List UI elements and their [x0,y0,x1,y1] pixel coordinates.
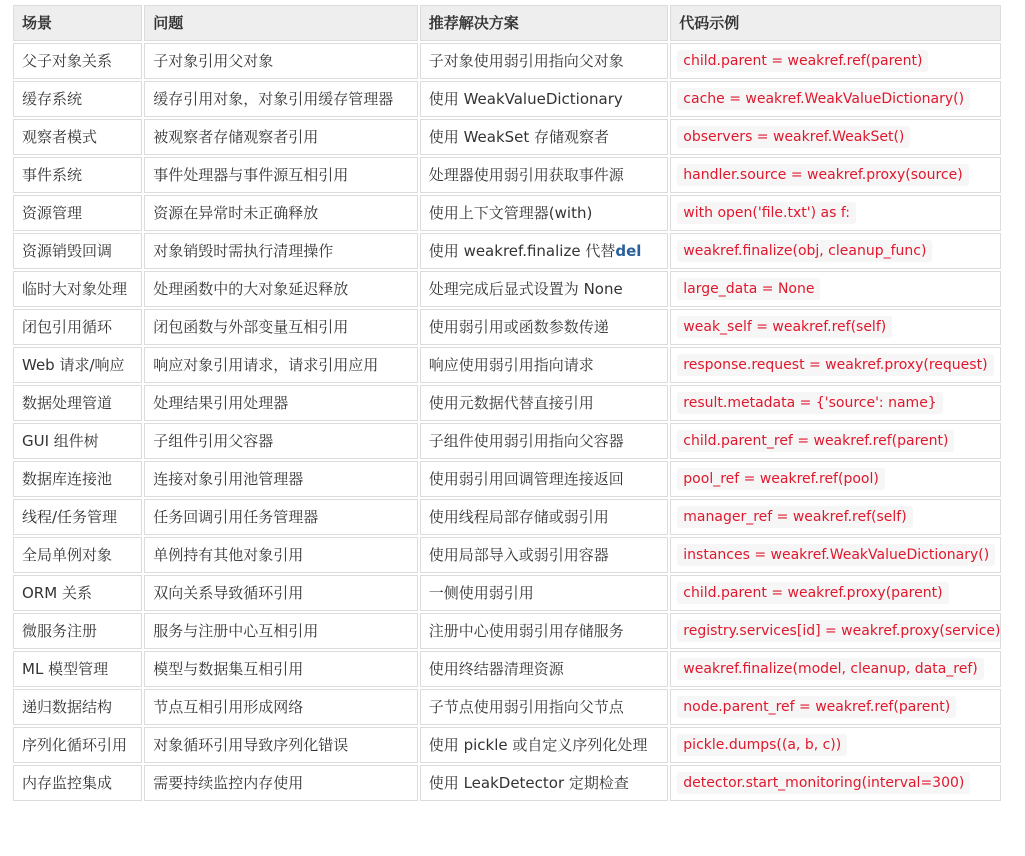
solution-text: 使用终结器清理资源 [428,660,564,678]
problem-cell: 缓存引用对象，对象引用缓存管理器 [144,81,418,117]
solution-text: 子对象使用弱引用指向父对象 [428,52,624,70]
scene-cell: Web 请求/响应 [13,347,142,383]
code-snippet: weakref.finalize(obj, cleanup_func) [677,240,932,262]
code-example-cell [670,613,1001,649]
scene-cell: 线程/任务管理 [13,499,142,535]
code-snippet: child.parent_ref = weakref.ref(parent) [677,430,954,452]
code-example-cell [670,43,1001,79]
solution-cell [420,81,669,117]
code-example-cell [670,499,1001,535]
solution-text: 处理完成后显式设置为 None [428,280,623,298]
code-snippet: response.request = weakref.proxy(request) [677,354,993,376]
solution-text: 响应使用弱引用指向请求 [428,356,594,374]
solution-text: 使用上下文管理器(with) [428,204,593,222]
solution-text: 子组件使用弱引用指向父容器 [428,432,624,450]
table-row [13,233,1001,269]
code-example-cell [670,689,1001,725]
scene-cell: 缓存系统 [13,81,142,117]
code-example-cell [670,309,1001,345]
scene-cell: 父子对象关系 [13,43,142,79]
solution-text: 使用 LeakDetector 定期检查 [428,774,629,792]
code-snippet: weak_self = weakref.ref(self) [677,316,892,338]
problem-cell: 对象循环引用导致序列化错误 [144,727,418,763]
table-row [13,271,1001,307]
solution-cell [420,195,669,231]
problem-cell: 模型与数据集互相引用 [144,651,418,687]
scene-cell: 事件系统 [13,157,142,193]
solution-text: 使用弱引用或函数参数传递 [428,318,609,336]
table-row [13,727,1001,763]
solution-keyword: del [615,242,642,260]
scene-cell: 数据处理管道 [13,385,142,421]
table-row [13,575,1001,611]
table-header-row [13,5,1001,41]
code-snippet: detector.start_monitoring(interval=300) [677,772,970,794]
solution-text: 使用弱引用回调管理连接返回 [428,470,624,488]
table-row [13,81,1001,117]
table-row [13,499,1001,535]
code-example-cell [670,651,1001,687]
code-snippet: weakref.finalize(model, cleanup, data_ref) [677,658,983,680]
problem-cell: 响应对象引用请求，请求引用应用 [144,347,418,383]
solution-cell [420,347,669,383]
code-snippet: node.parent_ref = weakref.ref(parent) [677,696,956,718]
scene-cell: ORM 关系 [13,575,142,611]
solution-text: 使用 WeakSet 存储观察者 [428,128,610,146]
table-row [13,651,1001,687]
solution-cell [420,119,669,155]
table-header [13,5,1001,41]
problem-cell: 需要持续监控内存使用 [144,765,418,801]
table-row [13,347,1001,383]
code-example-cell [670,423,1001,459]
solution-text: 使用 WeakValueDictionary [428,90,623,108]
table-row [13,157,1001,193]
code-example-cell [670,385,1001,421]
table-row [13,689,1001,725]
problem-cell: 单例持有其他对象引用 [144,537,418,573]
solution-text: 使用线程局部存储或弱引用 [428,508,609,526]
header-code-example: 代码示例 [670,5,1001,41]
table-row [13,119,1001,155]
solution-cell [420,613,669,649]
weakref-scenarios-table [11,3,1003,803]
solution-cell [420,271,669,307]
scene-cell: 内存监控集成 [13,765,142,801]
scene-cell: 数据库连接池 [13,461,142,497]
solution-cell [420,309,669,345]
solution-text: 处理器使用弱引用获取事件源 [428,166,624,184]
table-row [13,765,1001,801]
solution-cell [420,157,669,193]
table-body [13,43,1001,801]
problem-cell: 子对象引用父对象 [144,43,418,79]
code-snippet: pickle.dumps((a, b, c)) [677,734,847,756]
code-snippet: manager_ref = weakref.ref(self) [677,506,912,528]
scene-cell: 微服务注册 [13,613,142,649]
problem-cell: 对象销毁时需执行清理操作 [144,233,418,269]
scene-cell: 资源销毁回调 [13,233,142,269]
scene-cell: 递归数据结构 [13,689,142,725]
solution-cell [420,233,669,269]
code-example-cell [670,271,1001,307]
header-scene: 场景 [13,5,142,41]
scene-cell: GUI 组件树 [13,423,142,459]
problem-cell: 任务回调引用任务管理器 [144,499,418,535]
solution-cell [420,689,669,725]
solution-text: 使用局部导入或弱引用容器 [428,546,609,564]
solution-text: 使用元数据代替直接引用 [428,394,594,412]
code-example-cell [670,233,1001,269]
scene-cell: 闭包引用循环 [13,309,142,345]
scene-cell: 观察者模式 [13,119,142,155]
code-snippet: with open('file.txt') as f: [677,202,856,224]
header-solution: 推荐解决方案 [420,5,669,41]
problem-cell: 被观察者存储观察者引用 [144,119,418,155]
table-row [13,613,1001,649]
code-example-cell [670,347,1001,383]
scene-cell: 临时大对象处理 [13,271,142,307]
table-row [13,385,1001,421]
solution-cell [420,765,669,801]
table-row [13,195,1001,231]
solution-cell [420,537,669,573]
code-example-cell [670,81,1001,117]
solution-cell [420,461,669,497]
code-example-cell [670,537,1001,573]
problem-cell: 闭包函数与外部变量互相引用 [144,309,418,345]
code-snippet: child.parent = weakref.proxy(parent) [677,582,948,604]
code-snippet: child.parent = weakref.ref(parent) [677,50,928,72]
scene-cell: 资源管理 [13,195,142,231]
header-problem: 问题 [144,5,418,41]
code-snippet: pool_ref = weakref.ref(pool) [677,468,885,490]
code-snippet: registry.services[id] = weakref.proxy(service) [677,620,1001,642]
solution-cell [420,499,669,535]
solution-cell [420,43,669,79]
scene-cell: 序列化循环引用 [13,727,142,763]
code-snippet: large_data = None [677,278,820,300]
scene-cell: 全局单例对象 [13,537,142,573]
problem-cell: 服务与注册中心互相引用 [144,613,418,649]
code-example-cell [670,575,1001,611]
solution-text: 注册中心使用弱引用存储服务 [428,622,624,640]
code-example-cell [670,461,1001,497]
code-example-cell [670,195,1001,231]
problem-cell: 双向关系导致循环引用 [144,575,418,611]
scene-cell: ML 模型管理 [13,651,142,687]
table-row [13,309,1001,345]
problem-cell: 连接对象引用池管理器 [144,461,418,497]
solution-text: 使用 pickle 或自定义序列化处理 [428,736,648,754]
solution-cell [420,423,669,459]
solution-cell [420,385,669,421]
code-example-cell [670,119,1001,155]
code-snippet: instances = weakref.WeakValueDictionary() [677,544,995,566]
table-row [13,423,1001,459]
problem-cell: 事件处理器与事件源互相引用 [144,157,418,193]
code-snippet: cache = weakref.WeakValueDictionary() [677,88,970,110]
problem-cell: 资源在异常时未正确释放 [144,195,418,231]
code-example-cell [670,727,1001,763]
solution-cell [420,575,669,611]
code-snippet: handler.source = weakref.proxy(source) [677,164,968,186]
problem-cell: 子组件引用父容器 [144,423,418,459]
code-example-cell [670,765,1001,801]
code-snippet: observers = weakref.WeakSet() [677,126,910,148]
table-row [13,461,1001,497]
problem-cell: 处理结果引用处理器 [144,385,418,421]
code-example-cell [670,157,1001,193]
problem-cell: 处理函数中的大对象延迟释放 [144,271,418,307]
table-row [13,537,1001,573]
table-row [13,43,1001,79]
solution-cell [420,727,669,763]
problem-cell: 节点互相引用形成网络 [144,689,418,725]
code-snippet: result.metadata = {'source': name} [677,392,942,414]
solution-text: 子节点使用弱引用指向父节点 [428,698,624,716]
solution-text: 一侧使用弱引用 [428,584,534,602]
solution-cell [420,651,669,687]
solution-text: 使用 weakref.finalize 代替 [428,242,616,260]
